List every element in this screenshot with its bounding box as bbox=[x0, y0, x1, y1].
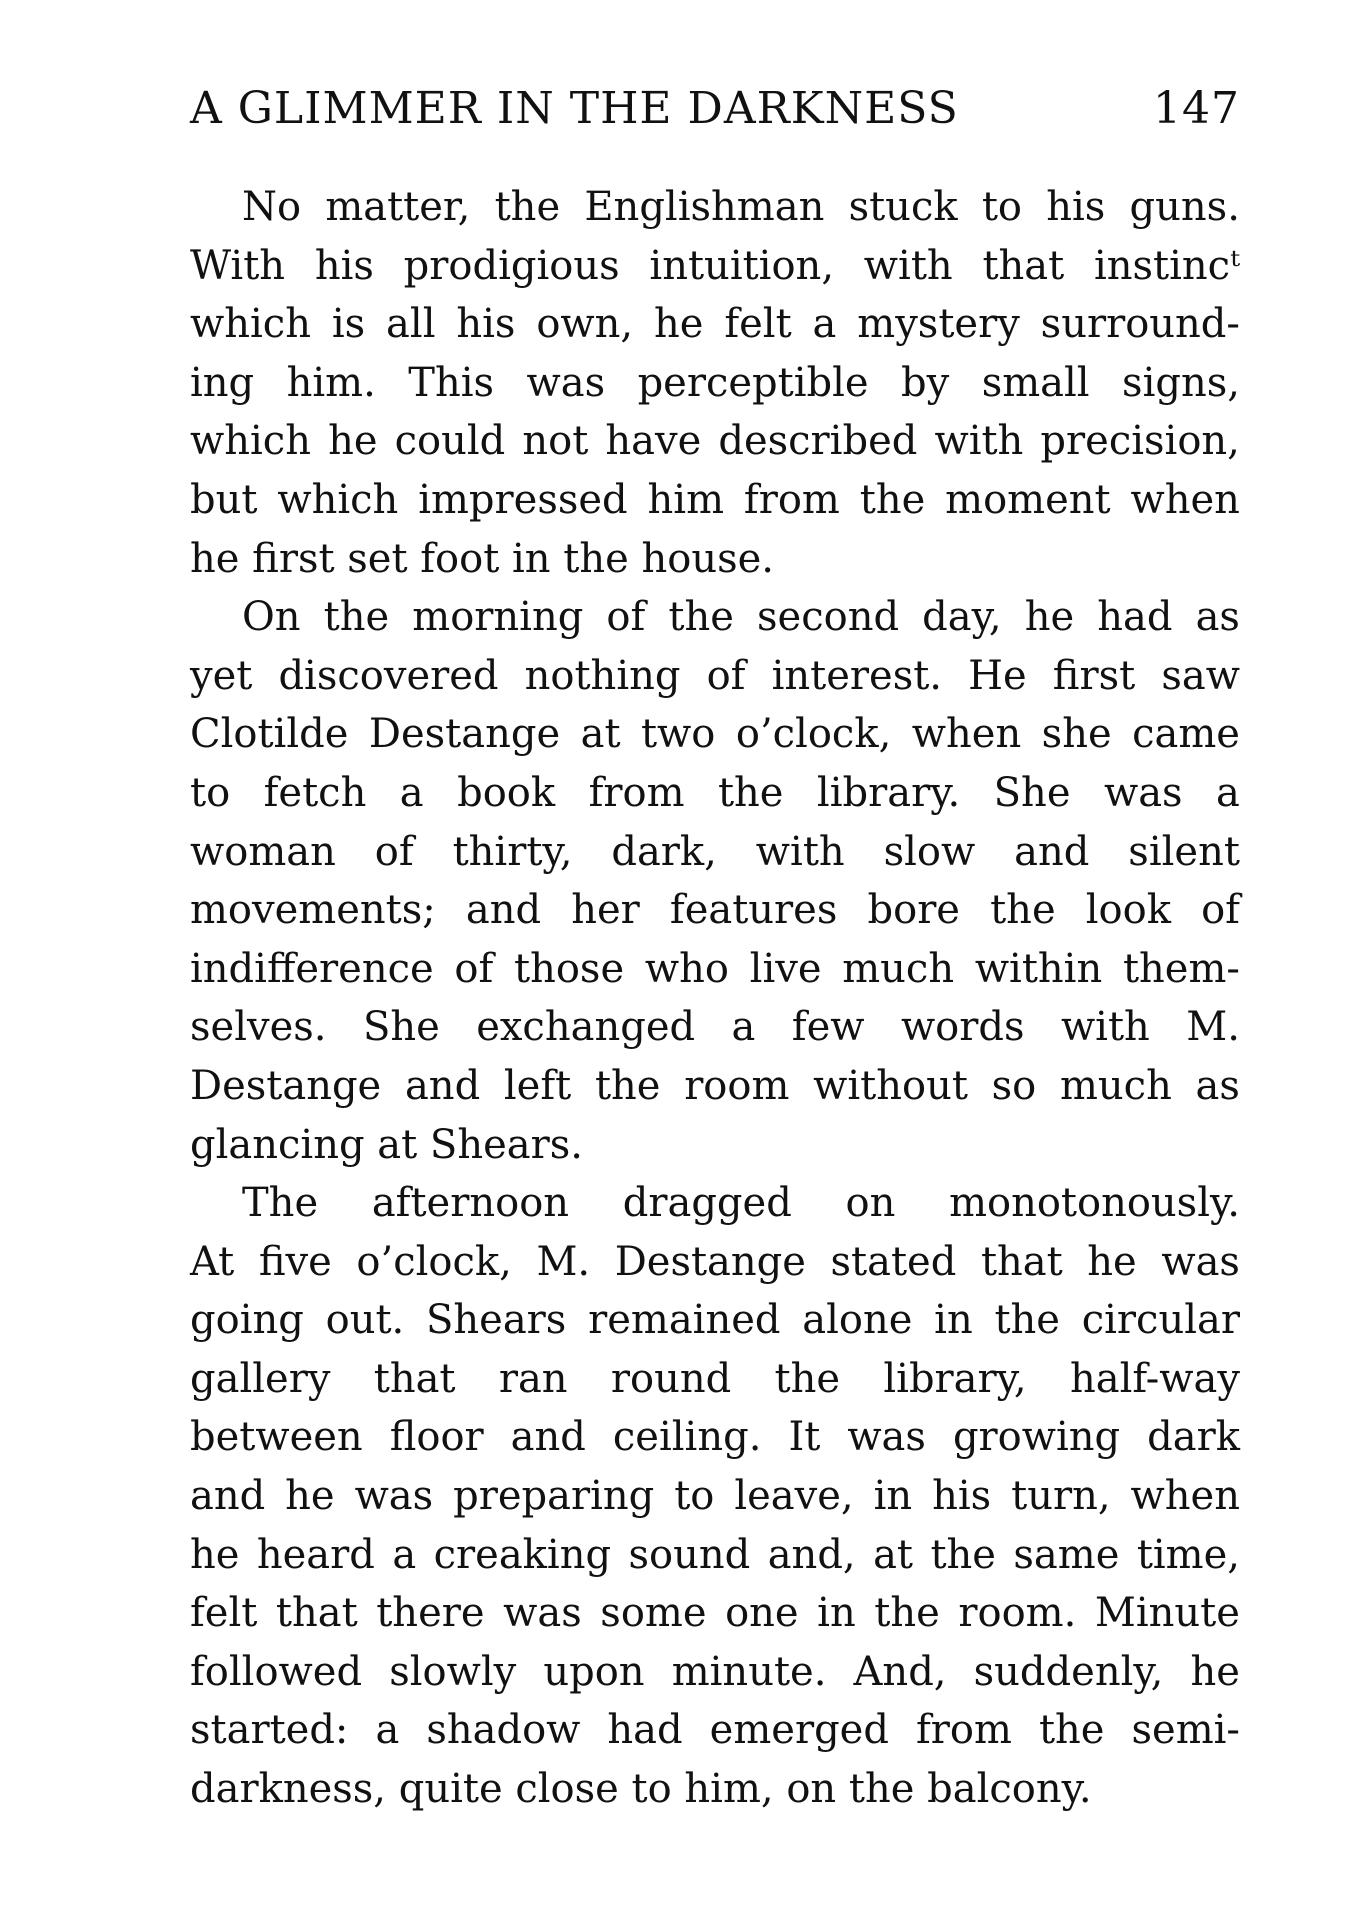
text-line: selves. She exchanged a few words with M. bbox=[190, 1004, 1240, 1051]
body-text bbox=[190, 178, 1240, 1819]
text-line: which he could not have described with precision, bbox=[190, 418, 1240, 465]
text-line: The afternoon dragged on monotonously. bbox=[242, 1180, 1240, 1227]
text-line: yet discovered nothing of interest. He first saw bbox=[190, 652, 1240, 699]
text-line: indifference of those who live much within them- bbox=[190, 945, 1240, 992]
text-line: Clotilde Destange at two o’clock, when she came bbox=[190, 711, 1240, 758]
text-line: No matter, the Englishman stuck to his guns. bbox=[242, 184, 1240, 230]
text-line: ing him. This was perceptible by small signs, bbox=[190, 359, 1240, 406]
paragraph bbox=[190, 1174, 1240, 1819]
text-line: felt that there was some one in the room. Minute bbox=[190, 1590, 1240, 1637]
text-line: started: a shadow had emerged from the semi- bbox=[190, 1707, 1240, 1754]
paragraph bbox=[190, 588, 1240, 1174]
text-line: woman of thirty, dark, with slow and silent bbox=[190, 828, 1240, 875]
text-line: between floor and ceiling. It was growing dark bbox=[190, 1414, 1240, 1461]
text-line: On the morning of the second day, he had as bbox=[242, 594, 1240, 641]
text-line: going out. Shears remained alone in the circular bbox=[190, 1297, 1240, 1344]
page-number: 147 bbox=[1153, 82, 1240, 134]
chapter-title: A GLIMMER IN THE DARKNESS bbox=[190, 82, 959, 134]
paragraph bbox=[190, 178, 1240, 588]
text-line: With his prodigious intuition, with that instincᵗ bbox=[190, 242, 1240, 289]
text-line: glancing at Shears. bbox=[190, 1121, 583, 1168]
text-line: and he was preparing to leave, in his turn, when bbox=[190, 1473, 1240, 1520]
text-line: movements; and her features bore the look of bbox=[190, 887, 1240, 934]
text-line: he first set foot in the house. bbox=[190, 535, 775, 582]
text-line: Destange and left the room without so much as bbox=[190, 1062, 1240, 1109]
text-line: to fetch a book from the library. She was a bbox=[190, 769, 1240, 816]
text-line: he heard a creaking sound and, at the same time, bbox=[190, 1531, 1240, 1578]
text-line: but which impressed him from the moment when bbox=[190, 476, 1240, 523]
text-line: At five o’clock, M. Destange stated that he was bbox=[190, 1238, 1240, 1285]
running-head bbox=[190, 78, 1240, 138]
text-line: which is all his own, he felt a mystery surround- bbox=[190, 301, 1240, 348]
text-line: darkness, quite close to him, on the balcony. bbox=[190, 1766, 1092, 1813]
text-line: gallery that ran round the library, half-way bbox=[190, 1355, 1240, 1402]
text-line: followed slowly upon minute. And, suddenly, he bbox=[190, 1648, 1240, 1695]
